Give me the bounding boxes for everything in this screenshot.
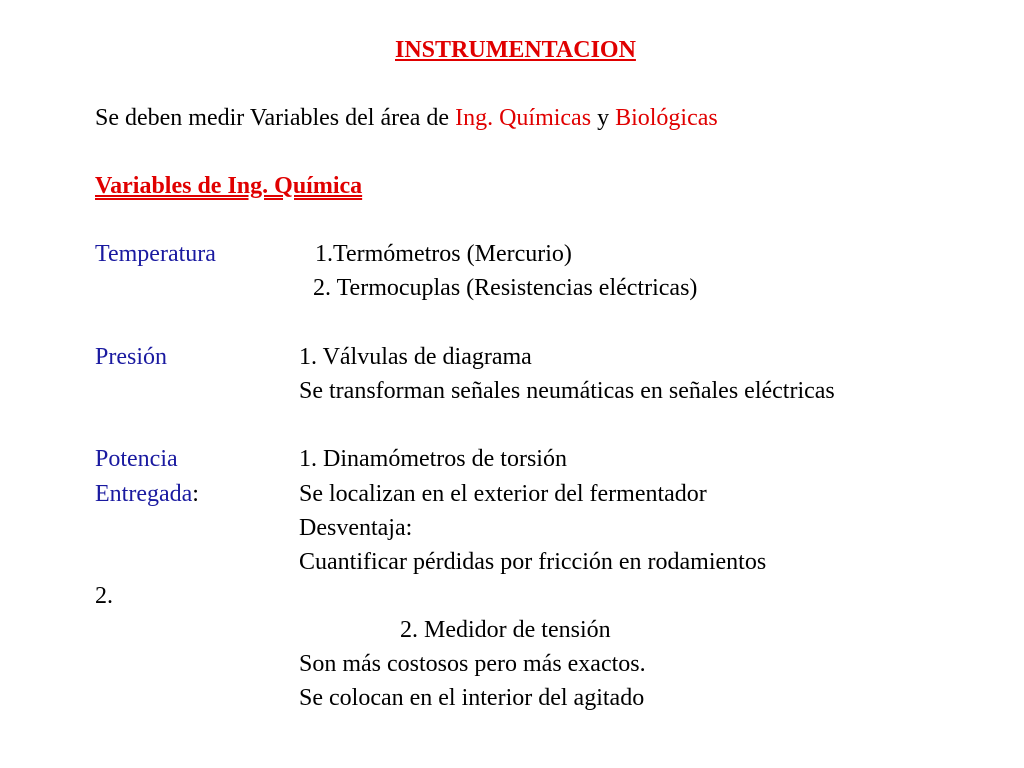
intro-highlight-chemical: Ing. Químicas bbox=[455, 105, 592, 131]
temperatura-label: Temperatura bbox=[95, 241, 216, 267]
potencia-item-5: 2. Medidor de tensión bbox=[400, 617, 611, 643]
potencia-item-4: Cuantificar pérdidas por fricción en rodamientos bbox=[299, 549, 767, 575]
entregada-label: Entregada bbox=[95, 481, 193, 507]
page-title: INSTRUMENTACION bbox=[395, 37, 636, 63]
entregada-label-line bbox=[95, 480, 199, 508]
presion-item-1: 1. Válvulas de diagrama bbox=[299, 344, 532, 370]
intro-line bbox=[95, 104, 718, 132]
potencia-item-2: Se localizan en el exterior del fermentador bbox=[299, 481, 707, 507]
intro-prefix: Se deben medir Variables del área de bbox=[95, 105, 456, 131]
presion-item-2: Se transforman señales neumáticas en señales eléctricas bbox=[299, 378, 835, 404]
intro-highlight-biological: Biológicas bbox=[615, 105, 718, 131]
section-heading: Variables de Ing. Química bbox=[95, 173, 363, 199]
presion-label: Presión bbox=[95, 344, 167, 370]
potencia-item-7: Se colocan en el interior del agitado bbox=[299, 685, 645, 711]
temperatura-item-1: 1.Termómetros (Mercurio) bbox=[315, 241, 572, 267]
potencia-number-2: 2. bbox=[95, 583, 113, 609]
potencia-item-1: 1. Dinamómetros de torsión bbox=[299, 446, 567, 472]
entregada-colon: : bbox=[192, 481, 199, 507]
temperatura-item-2: 2. Termocuplas (Resistencias eléctricas) bbox=[313, 275, 698, 301]
potencia-label: Potencia bbox=[95, 446, 178, 472]
intro-joiner: y bbox=[591, 105, 616, 131]
potencia-item-6: Son más costosos pero más exactos. bbox=[299, 651, 646, 677]
potencia-item-3: Desventaja: bbox=[299, 515, 413, 541]
